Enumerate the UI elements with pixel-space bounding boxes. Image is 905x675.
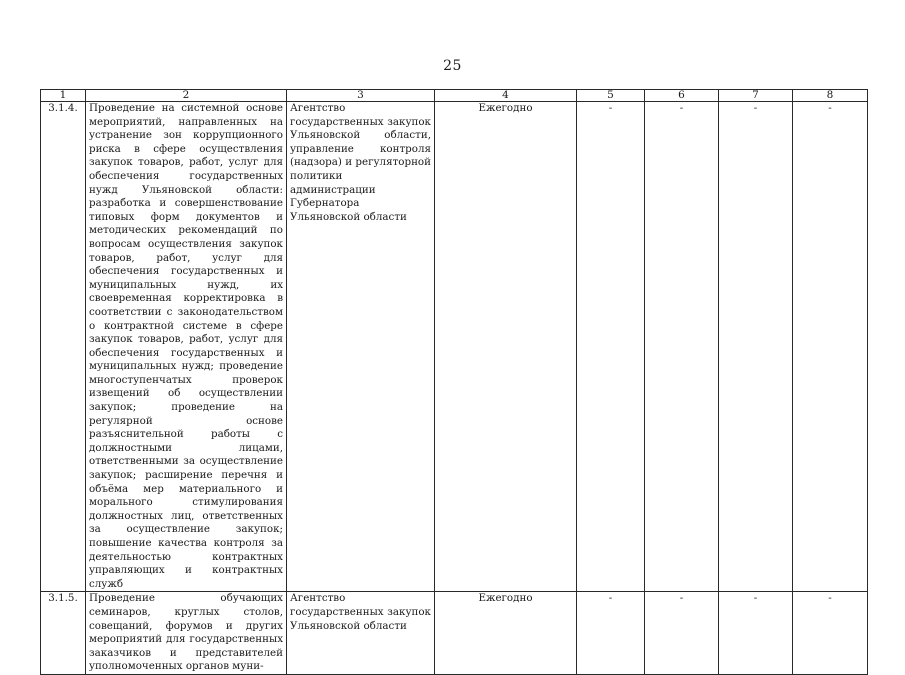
- table-row: [41, 102, 868, 592]
- column-header: 7: [719, 90, 793, 102]
- item-col6: -: [645, 102, 719, 592]
- item-description: [86, 102, 287, 592]
- column-header: 1: [41, 90, 86, 102]
- measures-table: [40, 89, 868, 675]
- item-col6: -: [645, 592, 719, 675]
- item-col8: -: [793, 592, 868, 675]
- item-executor-text: Агентство государственных закупок Ульяновской области: [290, 592, 431, 632]
- column-header: 4: [435, 90, 577, 102]
- item-description-text: Проведение обучающих семинаров, круглых столов, совещаний, форумов и других мероприятий для государственных заказчиков и представителей уполномоченных органов муни-: [89, 592, 283, 673]
- item-col7: -: [719, 592, 793, 675]
- item-term: Ежегодно: [435, 102, 577, 592]
- item-number: 3.1.5.: [41, 592, 86, 675]
- item-executor-text: Агентство государственных закупок Ульяновской области, управление контроля (надзора) и регуляторной политики администрации Губернатора Ульяновской области: [290, 102, 431, 223]
- item-col7: -: [719, 102, 793, 592]
- column-header: 8: [793, 90, 868, 102]
- header-row: [41, 90, 868, 102]
- column-header: 3: [287, 90, 435, 102]
- item-description: [86, 592, 287, 675]
- table-row: [41, 592, 868, 675]
- item-col5: -: [577, 102, 645, 592]
- column-header: 5: [577, 90, 645, 102]
- item-col8: -: [793, 102, 868, 592]
- item-term: Ежегодно: [435, 592, 577, 675]
- item-col5: -: [577, 592, 645, 675]
- item-executor: [287, 102, 435, 592]
- item-executor: [287, 592, 435, 675]
- item-description-text: Проведение на системной основе мероприятий, направленных на устранение зон коррупционного риска в сфере осуществления закупок товаров, работ, услуг для обеспечения государственных нужд Ульяновской области: разработка и совершенствование типовых форм документов и методических рекомендаций по вопросам осуществления закупок товаров, работ, услуг для обеспечения государственных и муниципальных нужд, их своевременная корректировка в соответствии с законодательством о контрактной системе в сфере закупок товаров, работ, услуг для обеспечения государственных и муниципальных нужд; проведение многоступенчатых проверок извещений об осуществлении закупок; проведение на регулярной основе разъяснительной работы с должностными лицами, ответственными за осуществление закупок; расширение перечня и объёма мер материального и морального стимулирования должностных лиц, ответственных за осуществление закупок; повышение качества контроля за деятельностью контрактных управляющих и контрактных служб: [89, 102, 283, 590]
- item-number: 3.1.4.: [41, 102, 86, 592]
- column-header: 2: [86, 90, 287, 102]
- column-header: 6: [645, 90, 719, 102]
- page-number: 25: [443, 58, 462, 74]
